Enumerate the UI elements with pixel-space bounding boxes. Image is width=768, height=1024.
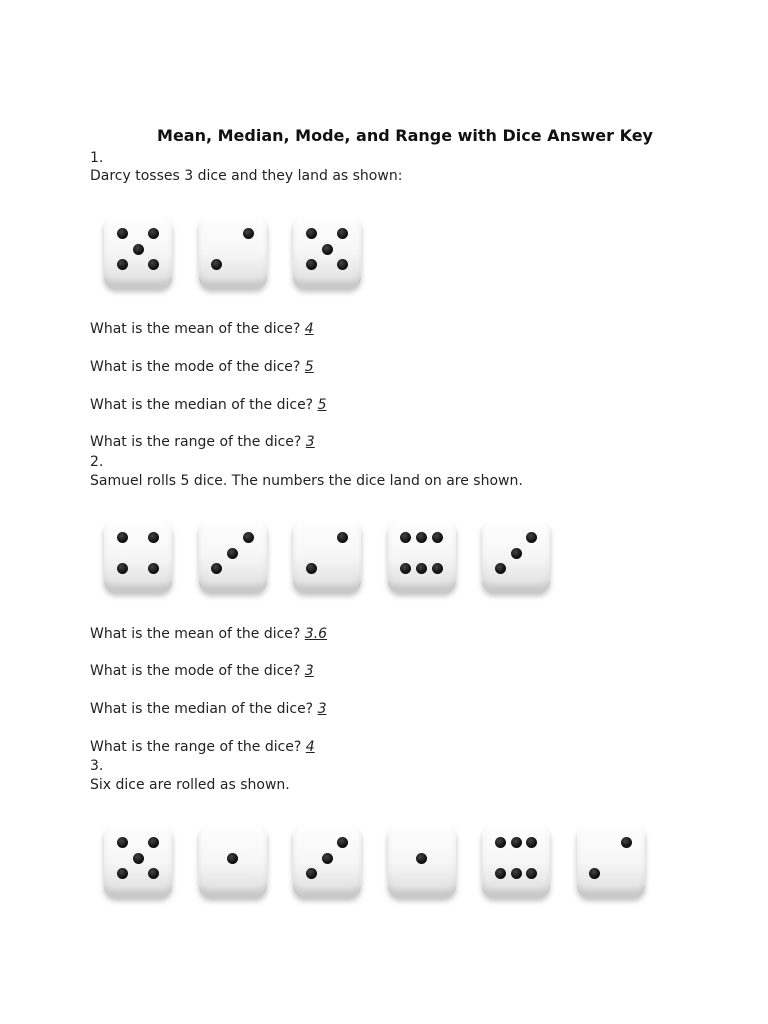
die-pip bbox=[322, 244, 333, 255]
die-pip bbox=[621, 837, 632, 848]
die-pip bbox=[432, 563, 443, 574]
die-face-1 bbox=[199, 823, 267, 895]
die-pip bbox=[416, 532, 427, 543]
die-pip bbox=[495, 868, 506, 879]
die-face-3 bbox=[293, 823, 361, 895]
die-face-5 bbox=[104, 823, 172, 895]
die-pip bbox=[526, 868, 537, 879]
die-face-6 bbox=[482, 823, 550, 895]
die-pip bbox=[148, 837, 159, 848]
die-pip bbox=[306, 563, 317, 574]
question-median bbox=[90, 396, 327, 414]
die-pip bbox=[117, 532, 128, 543]
die-face-5 bbox=[104, 214, 172, 286]
problem-3-prompt: Six dice are rolled as shown. bbox=[90, 777, 290, 793]
question-range bbox=[90, 738, 315, 756]
die-pip bbox=[243, 228, 254, 239]
question-text: What is the mean of the dice? bbox=[90, 626, 301, 642]
question-text: What is the mode of the dice? bbox=[90, 359, 301, 375]
die-face-4 bbox=[104, 518, 172, 590]
question-range bbox=[90, 433, 315, 451]
question-text: What is the median of the dice? bbox=[90, 397, 314, 413]
question-text: What is the mean of the dice? bbox=[90, 321, 301, 337]
question-mode bbox=[90, 358, 314, 376]
die-pip bbox=[589, 868, 600, 879]
die-face-1 bbox=[388, 823, 456, 895]
die-face-5 bbox=[293, 214, 361, 286]
question-text: What is the median of the dice? bbox=[90, 701, 314, 717]
problem-2-prompt: Samuel rolls 5 dice. The numbers the dice land on are shown. bbox=[90, 473, 523, 489]
die-pip bbox=[495, 837, 506, 848]
die-face-2 bbox=[293, 518, 361, 590]
problem-1-number: 1. bbox=[90, 150, 104, 166]
die-pip bbox=[306, 228, 317, 239]
question-text: What is the range of the dice? bbox=[90, 739, 302, 755]
die-face-2 bbox=[199, 214, 267, 286]
die-pip bbox=[416, 853, 427, 864]
die-face-2 bbox=[577, 823, 645, 895]
answer: 3 bbox=[317, 701, 327, 717]
die-face-3 bbox=[199, 518, 267, 590]
die-pip bbox=[148, 868, 159, 879]
die-pip bbox=[117, 868, 128, 879]
die-pip bbox=[337, 837, 348, 848]
question-mode bbox=[90, 662, 314, 680]
die-pip bbox=[306, 259, 317, 270]
die-pip bbox=[133, 244, 144, 255]
die-pip bbox=[416, 563, 427, 574]
die-pip bbox=[148, 532, 159, 543]
question-median bbox=[90, 700, 327, 718]
die-pip bbox=[148, 563, 159, 574]
die-pip bbox=[337, 259, 348, 270]
die-pip bbox=[322, 853, 333, 864]
die-pip bbox=[432, 532, 443, 543]
question-mean bbox=[90, 320, 314, 338]
answer: 3 bbox=[305, 434, 315, 450]
die-pip bbox=[117, 837, 128, 848]
die-face-3 bbox=[482, 518, 550, 590]
die-pip bbox=[117, 563, 128, 574]
die-pip bbox=[211, 563, 222, 574]
problem-1-prompt: Darcy tosses 3 dice and they land as shown: bbox=[90, 168, 403, 184]
die-pip bbox=[526, 837, 537, 848]
die-pip bbox=[133, 853, 144, 864]
question-text: What is the range of the dice? bbox=[90, 434, 302, 450]
die-pip bbox=[337, 532, 348, 543]
worksheet-title: Mean, Median, Mode, and Range with Dice Answer Key bbox=[157, 126, 653, 145]
answer: 4 bbox=[304, 321, 314, 337]
die-pip bbox=[211, 259, 222, 270]
die-pip bbox=[400, 563, 411, 574]
answer: 5 bbox=[304, 359, 314, 375]
question-text: What is the mode of the dice? bbox=[90, 663, 301, 679]
answer: 3 bbox=[304, 663, 314, 679]
die-pip bbox=[227, 853, 238, 864]
die-pip bbox=[400, 532, 411, 543]
die-pip bbox=[306, 868, 317, 879]
die-pip bbox=[511, 548, 522, 559]
answer: 4 bbox=[305, 739, 315, 755]
die-pip bbox=[511, 868, 522, 879]
problem-3-number: 3. bbox=[90, 758, 104, 774]
die-pip bbox=[117, 259, 128, 270]
die-pip bbox=[337, 228, 348, 239]
die-pip bbox=[243, 532, 254, 543]
die-face-6 bbox=[388, 518, 456, 590]
problem-2-number: 2. bbox=[90, 454, 104, 470]
question-mean bbox=[90, 625, 327, 643]
die-pip bbox=[117, 228, 128, 239]
die-pip bbox=[148, 228, 159, 239]
die-pip bbox=[526, 532, 537, 543]
answer: 3.6 bbox=[304, 626, 328, 642]
answer: 5 bbox=[317, 397, 327, 413]
die-pip bbox=[511, 837, 522, 848]
die-pip bbox=[148, 259, 159, 270]
die-pip bbox=[227, 548, 238, 559]
die-pip bbox=[495, 563, 506, 574]
